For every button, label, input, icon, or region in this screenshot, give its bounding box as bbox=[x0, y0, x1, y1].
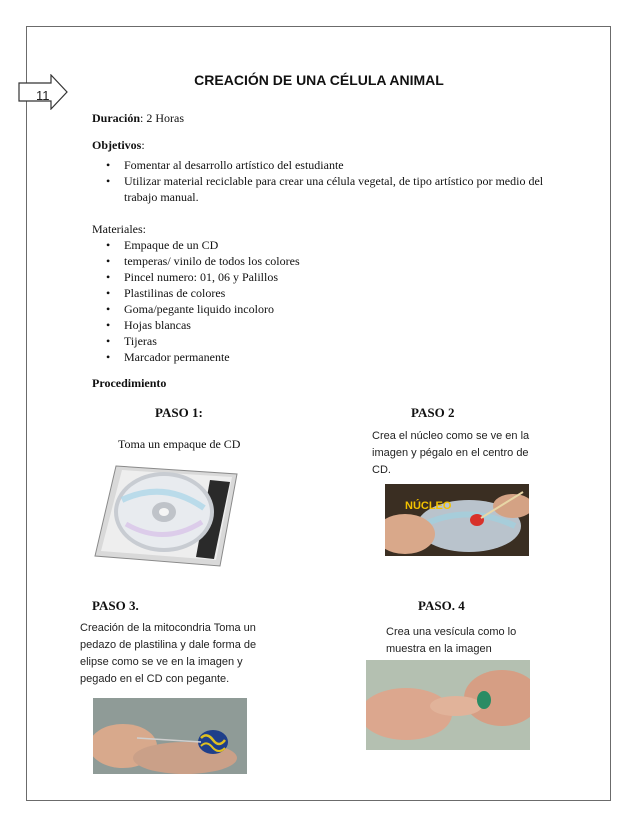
mitochondria-photo bbox=[93, 698, 247, 774]
materials-heading: Materiales: bbox=[92, 222, 146, 236]
materials-list bbox=[102, 237, 300, 365]
page-number: 11 bbox=[36, 88, 50, 103]
list-item: • Tijeras bbox=[102, 333, 300, 349]
step-4-heading: PASO. 4 bbox=[418, 598, 465, 613]
step-1-text: Toma un empaque de CD bbox=[118, 437, 241, 451]
step-3-line-3: elipse como se ve en la imagen y bbox=[80, 656, 243, 668]
list-item: • Goma/pegante liquido incoloro bbox=[102, 301, 300, 317]
step-2-heading: PASO 2 bbox=[411, 405, 455, 420]
step-3-heading: PASO 3. bbox=[92, 598, 139, 613]
step-3-line-2: pedazo de plastilina y dale forma de bbox=[80, 639, 257, 651]
step-2-line-1: Crea el núcleo como se ve en la bbox=[372, 430, 530, 442]
step-4-line-1: Crea una vesícula como lo bbox=[386, 626, 517, 638]
objectives-heading bbox=[92, 137, 145, 153]
step-2-line-2: imagen y pégalo en el centro de bbox=[372, 447, 529, 459]
step-2-line-3: CD. bbox=[372, 464, 391, 476]
objective-continuation: trabajo manual. bbox=[124, 190, 199, 204]
list-item: • Hojas blancas bbox=[102, 317, 300, 333]
step-3-line-4: pegado en el CD con pegante. bbox=[80, 673, 230, 685]
nucleus-photo bbox=[385, 484, 529, 556]
list-item: • Utilizar material reciclable para crear una célula vegetal, de tipo artístico por medio del bbox=[102, 173, 543, 189]
step-3-line-1: Creación de la mitocondria Toma un bbox=[80, 622, 256, 634]
procedure-heading: Procedimiento bbox=[92, 376, 167, 390]
vesicle-photo bbox=[366, 660, 530, 750]
duration-line bbox=[92, 110, 184, 126]
objectives-colon: : bbox=[141, 138, 145, 152]
list-item: • Empaque de un CD bbox=[102, 237, 300, 253]
list-item: • Plastilinas de colores bbox=[102, 285, 300, 301]
duration-value: : 2 Horas bbox=[140, 111, 184, 125]
step-1-heading: PASO 1: bbox=[155, 405, 203, 420]
list-item: • Fomentar al desarrollo artístico del estudiante bbox=[102, 157, 543, 173]
cd-case-image bbox=[92, 460, 242, 570]
objectives-label: Objetivos bbox=[92, 138, 142, 152]
objectives-list bbox=[102, 157, 543, 189]
step-4-line-2: muestra en la imagen bbox=[386, 643, 492, 655]
list-item: • Pincel numero: 01, 06 y Palillos bbox=[102, 269, 300, 285]
list-item: • temperas/ vinilo de todos los colores bbox=[102, 253, 300, 269]
duration-label: Duración bbox=[92, 111, 140, 125]
nucleus-photo-label: NÚCLEO bbox=[405, 500, 452, 512]
list-item: • Marcador permanente bbox=[102, 349, 300, 365]
page-title: CREACIÓN DE UNA CÉLULA ANIMAL bbox=[194, 72, 444, 88]
